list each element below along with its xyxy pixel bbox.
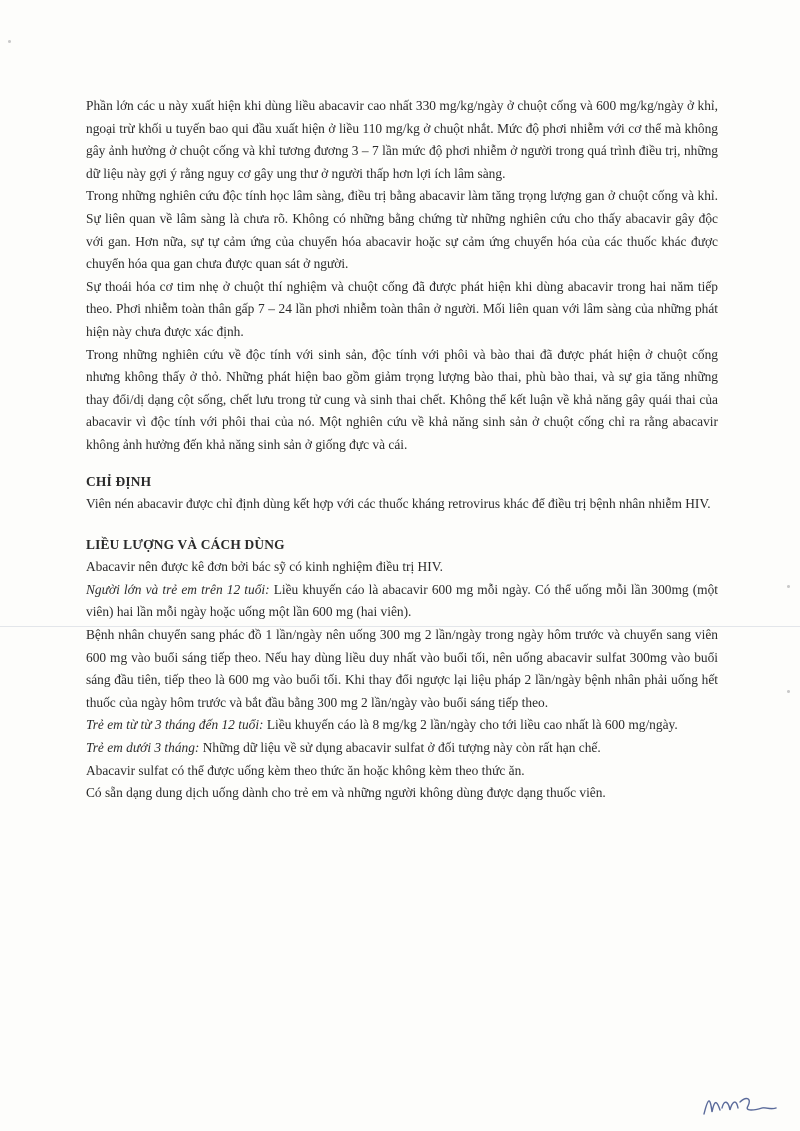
- paragraph-myocardial: Sự thoái hóa cơ tim nhẹ ở chuột thí nghiệm và chuột cống đã được phát hiện khi dùng abacavir trong hai năm tiếp theo. Phơi nhiễm toàn thân gấp 7 – 24 lần phơi nhiễm toàn thân ở người. Mối liên quan với lâm sàng của những phát hiện này chưa được xác định.: [86, 278, 718, 339]
- paragraph-reproductive-toxicity: Trong những nghiên cứu về độc tính với sinh sản, độc tính với phôi và bào thai đã được phát hiện ở chuột cống nhưng không thấy ở thỏ. Những phát hiện bao gồm giảm trọng lượng bào thai, phù bào thai, và sự gia tăng những thay đổi/dị dạng cột sống, chết lưu trong tử cung và sinh thai chết. Không thể kết luận về khả năng gây quái thai của abacavir vì độc tính với phôi thai của nó. Một nghiên cứu về khả năng sinh sản ở chuột cống chỉ ra rằng abacavir không ảnh hưởng đến khả năng sinh sản ở giống đực và cái.: [86, 346, 718, 452]
- paragraph-dosage-child: [86, 714, 718, 737]
- scan-speck: [8, 40, 11, 43]
- heading-indication: CHỈ ĐỊNH: [86, 473, 152, 489]
- paragraph-dosage-infant: [86, 737, 718, 760]
- text-adult: Liều khuyến cáo là abacavir 600 mg mỗi ngày. Có thể uống mỗi lần 300mg (một viên) hai lần mỗi ngày hoặc uống một lần 600 mg (hai viên).: [86, 581, 719, 620]
- text-infant: Những dữ liệu về sử dụng abacavir sulfat ở đối tượng này còn rất hạn chế.: [199, 740, 601, 756]
- heading-dosage: LIỀU LƯỢNG VÀ CÁCH DÙNG: [86, 536, 285, 552]
- paragraph-dosage-intro: Abacavir nên được kê đơn bởi bác sỹ có kinh nghiệm điều trị HIV.: [86, 559, 443, 575]
- paragraph-dosage-adult: [86, 579, 718, 624]
- scan-speck: [787, 690, 790, 693]
- paragraph-indication: Viên nén abacavir được chỉ định dùng kết hợp với các thuốc kháng retrovirus khác để điều trị bệnh nhân nhiễm HIV.: [86, 496, 711, 512]
- label-infant: Trẻ em dưới 3 tháng:: [86, 740, 200, 756]
- label-adult: Người lớn và trẻ em trên 12 tuổi:: [86, 581, 270, 597]
- paragraph-dosage-food: Abacavir sulfat có thể được uống kèm theo thức ăn hoặc không kèm theo thức ăn.: [86, 762, 525, 778]
- paragraph-carcinogenicity: Phần lớn các u này xuất hiện khi dùng liều abacavir cao nhất 330 mg/kg/ngày ở chuột cống và 600 mg/kg/ngày ở khỉ, ngoại trừ khối u tuyến bao qui đầu xuất hiện ở liều 110 mg/kg ở chuột nhắt. Mức độ phơi nhiễm với cơ thể mà không gây ảnh hưởng ở chuột cống và khỉ tương đương 3 – 7 lần mức độ phơi nhiễm ở người trong quá trình điều trị, những dữ liệu này gợi ý rằng nguy cơ gây ung thư ở người thấp hơn lợi ích lâm sàng.: [86, 98, 718, 181]
- handwritten-signature: [700, 1088, 780, 1122]
- scan-speck: [787, 585, 790, 588]
- paragraph-liver-toxicity: Trong những nghiên cứu độc tính học lâm sàng, điều trị bằng abacavir làm tăng trọng lượng gan ở chuột cống và khỉ. Sự liên quan về lâm sàng là chưa rõ. Không có những bằng chứng từ những nghiên cứu cho thấy abacavir gây độc với gan. Hơn nữa, sự tự cảm ứng của chuyển hóa abacavir hoặc sự cảm ứng chuyển hóa của các thuốc khác được chuyển hóa qua gan chưa được quan sát ở người.: [86, 188, 718, 272]
- paragraph-dosage-solution: Có sẵn dạng dung dịch uống dành cho trẻ em và những người không dùng được dạng thuốc viên.: [86, 785, 606, 801]
- text-child: Liều khuyến cáo là 8 mg/kg 2 lần/ngày cho tới liều cao nhất là 600 mg/ngày.: [263, 717, 678, 733]
- paragraph-dosage-switch: Bệnh nhân chuyển sang phác đồ 1 lần/ngày nên uống 300 mg 2 lần/ngày trong ngày hôm trước và chuyển sang viên 600 mg vào buổi sáng tiếp theo. Nếu hay dùng liều duy nhất vào buổi tối, nên uống abacavir sulfat 300mg vào buổi sáng đầu tiên, tiếp theo là 600 mg vào buổi tối. Khi thay đổi ngược lại liệu pháp 2 lần/ngày bệnh nhân phải uống hết thuốc của ngày hôm trước và bắt đầu bằng 300 mg 2 lần/ngày vào buổi sáng tiếp theo.: [86, 627, 718, 710]
- document-page: [86, 95, 718, 805]
- label-child: Trẻ em từ từ 3 tháng đến 12 tuổi:: [86, 717, 264, 733]
